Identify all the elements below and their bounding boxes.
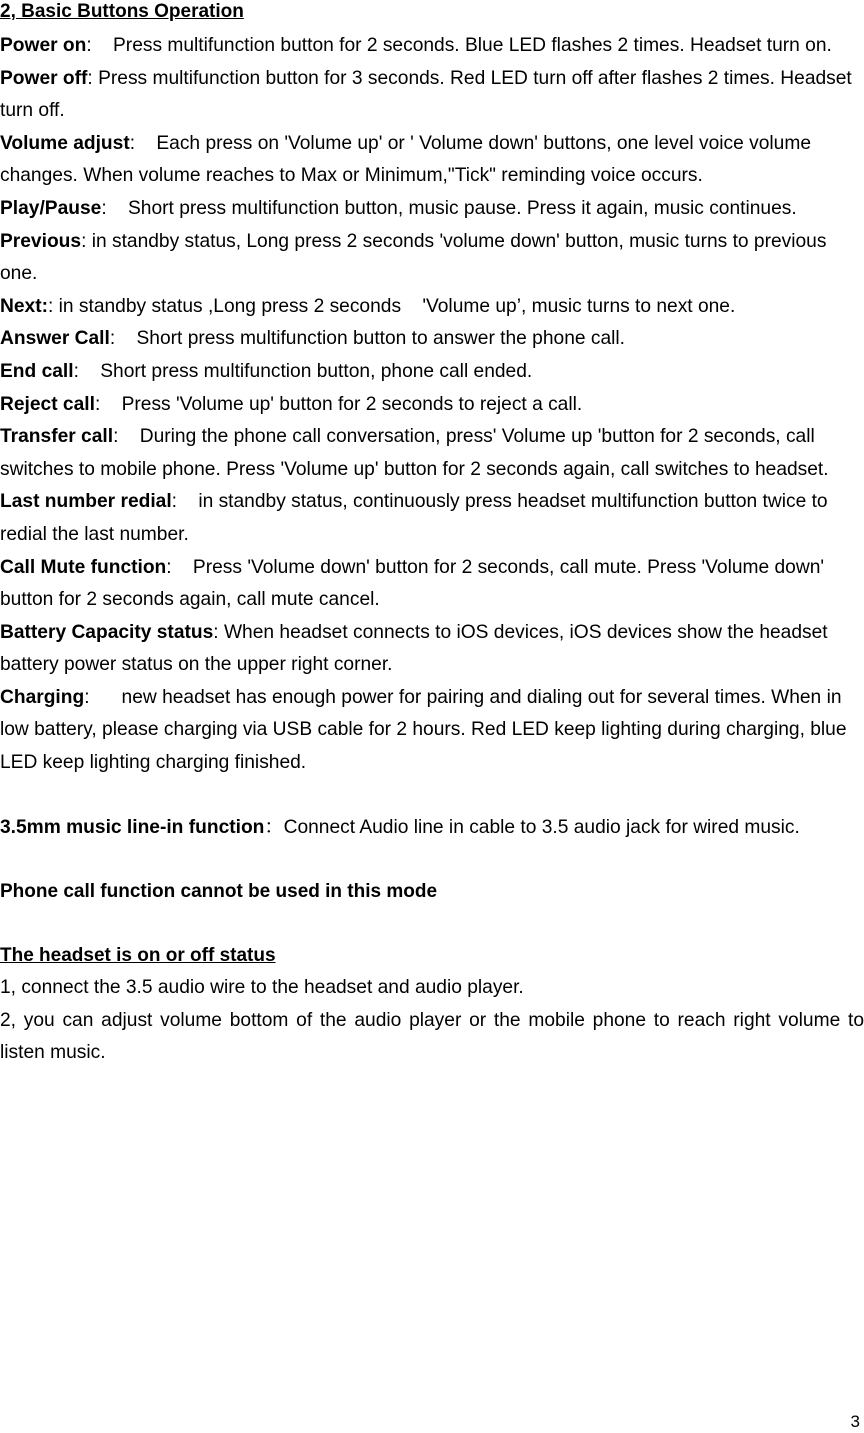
entry-reject-call <box>0 389 864 422</box>
status-heading: The headset is on or off status <box>0 945 276 967</box>
entry-term: Answer Call <box>0 328 110 350</box>
entry-term: Power on <box>0 35 87 56</box>
entry-term: Power off <box>0 67 88 89</box>
entry-text: : During the phone call conversation, press' Volume up 'button for 2 seconds, call switches to mobile phone. Press 'Volume up' button for 2 seconds again, call switches to headset. <box>0 426 829 480</box>
spacer <box>0 908 864 940</box>
entry-text: : Short press multifunction button, phone call ended. <box>73 360 533 382</box>
entry-charging <box>0 682 864 780</box>
entry-answer-call <box>0 323 864 356</box>
entry-text: : When headset connects to iOS devices, iOS devices show the headset battery power status on the upper right corner. <box>0 621 833 676</box>
entry-text: : Press multifunction button for 2 seconds. Blue LED flashes 2 times. Headset turn on. <box>86 35 832 56</box>
entry-term: Call Mute function <box>0 556 167 578</box>
entry-term: End call <box>0 360 74 382</box>
line-in-term: 3.5mm music line-in function <box>0 816 265 838</box>
entry-text: : Short press multifunction button to answer the phone call. <box>109 328 625 350</box>
entry-call-mute <box>0 552 864 617</box>
step-item: 1, connect the 3.5 audio wire to the headset and audio player. <box>0 977 524 999</box>
entry-end-call <box>0 356 864 389</box>
entry-term: Battery Capacity status <box>0 621 214 643</box>
line-in-text: ：Connect Audio line in cable to 3.5 audio jack for wired music. <box>264 816 800 838</box>
entry-term: Last number redial <box>0 491 172 513</box>
entry-battery-capacity <box>0 617 864 682</box>
entry-term: Transfer call <box>0 426 114 448</box>
entry-text: : Short press multifunction button, music pause. Press it again, music continues. <box>101 197 797 219</box>
page-number: 3 <box>850 1412 860 1431</box>
entry-last-number-redial <box>0 486 864 551</box>
spacer <box>0 844 864 876</box>
entry-text: : Press 'Volume up' button for 2 seconds to reject a call. <box>94 393 583 415</box>
phone-call-note: Phone call function cannot be used in this mode <box>0 881 438 903</box>
entry-power-on <box>0 30 864 63</box>
entry-text: : Each press on 'Volume up' or ' Volume down' buttons, one level voice volume changes. When volume reaches to Max or Minimum,"Tick" reminding voice occurs. <box>0 132 817 187</box>
entry-volume-adjust <box>0 128 864 193</box>
entry-term: Charging <box>0 686 85 708</box>
entry-text: : Press multifunction button for 3 seconds. Red LED turn off after flashes 2 times. Headset turn off. <box>0 67 858 122</box>
entry-play-pause <box>0 193 864 226</box>
entry-term: Previous <box>0 230 82 252</box>
entry-transfer-call <box>0 421 864 486</box>
entry-term: Play/Pause <box>0 197 102 219</box>
entry-text: : in standby status, continuously press headset multifunction button twice to redial the last number. <box>0 491 833 545</box>
line-in-function <box>0 812 864 845</box>
entry-text: : in standby status, Long press 2 seconds 'volume down' button, music turns to previous one. <box>0 230 832 285</box>
entry-next <box>0 291 864 324</box>
entry-power-off <box>0 63 864 128</box>
entry-text: : Press 'Volume down' button for 2 seconds, call mute. Press 'Volume down' button for 2 seconds again, call mute cancel. <box>0 556 830 611</box>
entry-term: Reject call <box>0 393 95 415</box>
entry-text: : new headset has enough power for pairing and dialing out for several times. When in low battery, please charging via USB cable for 2 hours. Red LED keep lighting during charging, blue LED keep lighting charging finished. <box>0 686 852 774</box>
entry-term: Volume adjust <box>0 132 130 154</box>
step-item: 2, you can adjust volume bottom of the audio player or the mobile phone to reach right volume to listen music. <box>0 1009 864 1064</box>
section-title: 2, Basic Buttons Operation <box>0 1 244 22</box>
spacer <box>0 780 864 812</box>
entry-term: Next: <box>0 295 48 317</box>
entry-text: : in standby status ,Long press 2 seconds 'Volume up’, music turns to next one. <box>47 295 736 317</box>
entry-previous <box>0 226 864 291</box>
